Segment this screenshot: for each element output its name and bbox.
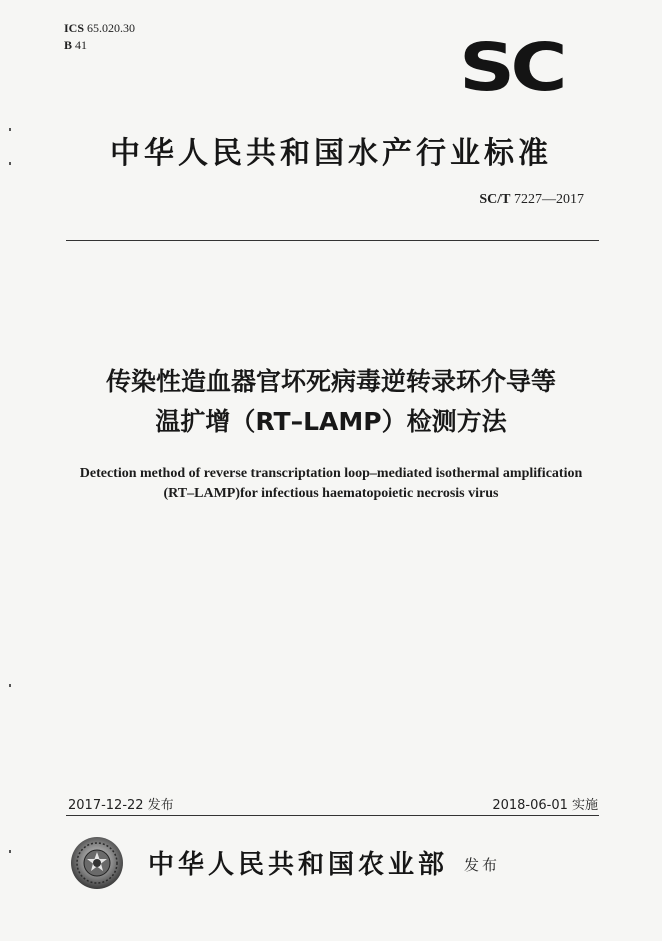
- sc-logo: SC: [458, 29, 563, 106]
- ccs-label: B: [64, 38, 73, 52]
- scan-edge-mark: [9, 684, 11, 687]
- english-title: [0, 464, 662, 504]
- english-title-line-2: (RT–LAMP)for infectious haematopoietic necrosis virus: [163, 486, 499, 501]
- implementation-date: 2018-06-01 实施: [492, 798, 598, 813]
- chinese-title: [0, 362, 662, 442]
- issuing-authority-suffix: 发布: [464, 856, 501, 874]
- ics-code: 65.020.30: [87, 21, 136, 35]
- chinese-title-line-1: 传染性造血器官坏死病毒逆转录环介导等: [105, 367, 556, 396]
- standard-category-title: 中华人民共和国水产行业标准: [110, 136, 552, 171]
- scan-edge-mark: [9, 128, 11, 131]
- standard-number-value: 7227—2017: [514, 192, 584, 207]
- bottom-divider: [66, 815, 599, 816]
- ics-line: [64, 20, 135, 37]
- standard-number: [479, 192, 584, 208]
- chinese-title-line-2: 温扩增（RT–LAMP）检测方法: [155, 407, 507, 436]
- scan-edge-mark: [9, 850, 11, 853]
- ccs-line: [64, 37, 135, 54]
- top-divider: [66, 240, 599, 241]
- national-emblem-icon: [70, 836, 124, 890]
- english-title-line-1: Detection method of reverse transcriptation loop–mediated isothermal amplification: [79, 466, 583, 481]
- ics-label: ICS: [64, 21, 85, 35]
- ccs-code: 41: [75, 38, 88, 52]
- standard-number-prefix: SC/T: [479, 192, 511, 207]
- issuing-authority: 中华人民共和国农业部: [148, 850, 449, 880]
- classification-codes: [64, 20, 135, 54]
- issue-date: 2017-12-22 发布: [68, 798, 174, 813]
- scan-edge-mark: [9, 162, 11, 165]
